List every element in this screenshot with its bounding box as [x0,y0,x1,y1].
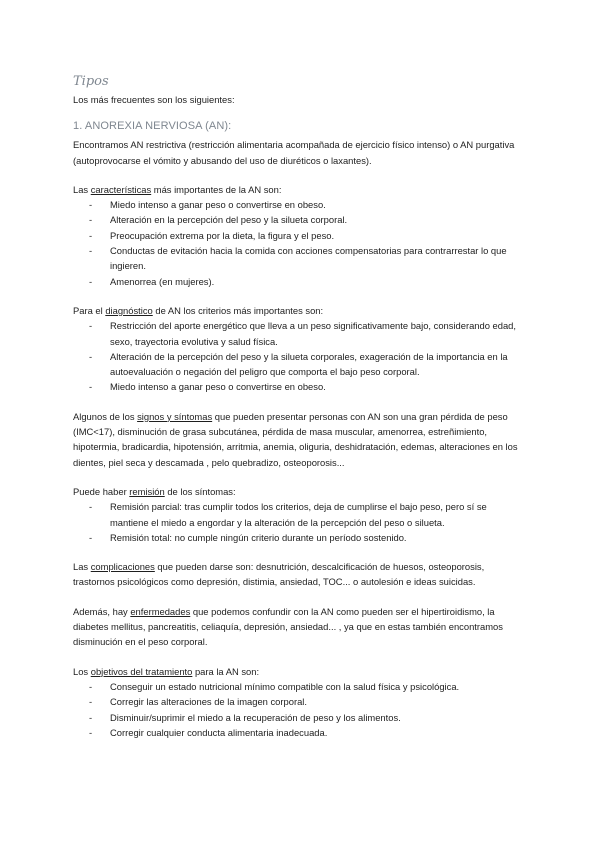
list-item: - Alteración de la percepción del peso y la silueta corporales, exageración de la importancia en la autoevaluación o negación del peligro que comporta el bajo peso corporal. [89,350,508,378]
list-item: - Corregir cualquier conducta alimentaria inadecuada. [89,726,328,738]
list-item: - Miedo intenso a ganar peso o convertirse en obeso. [89,199,326,211]
list-item: - Amenorrea (en mujeres). [89,275,215,287]
objetivos-intro: Los objetivos del tratamiento para la AN son: [73,665,260,677]
enfermedades-link: enfermedades [130,605,191,617]
caracteristicas-list [73,197,521,289]
caracteristicas-intro: Las características más importantes de la AN son: [73,183,282,195]
complicaciones-paragraph: Las complicaciones que pueden darse son: desnutrición, descalcificación de huesos, osteoporosis, trastornos psicológicos como depresión, distimia, ansiedad, TOC... o autolesión e ideas suicidas. [73,561,485,588]
list-item: - Conseguir un estado nutricional mínimo compatible con la salud física y psicológica. [89,680,460,692]
signos-link: signos y síntomas [137,410,213,422]
list-item: - Miedo intenso a ganar peso o convertirse en obeso. [89,381,326,393]
remision-intro: Puede haber remisión de los síntomas: [73,485,236,497]
intro-text: Los más frecuentes son los siguientes: [73,94,235,105]
list-item: - Preocupación extrema por la dieta, la figura y el peso. [89,229,335,241]
enfermedades-paragraph: Además, hay enfermedades que podemos confundir con la AN como pueden ser el hipertiroidismo, la diabetes mellitus, pancreatitis, celiaquía, depresión, ansiedad... , ya que en estas también encontramos disminución en el peso corporal. [73,605,503,648]
objetivos-list [73,679,521,740]
objetivos-link: objetivos del tratamiento [90,665,193,677]
section-paragraph: Encontramos AN restrictiva (restricción alimentaria acompañada de ejercicio físico intenso) o AN purgativa (autoprovocarse el vómito y abusando del uso de diuréticos o laxantes). [73,139,515,166]
complicaciones-link: complicaciones [90,561,155,573]
section-heading-anorexia: 1. ANOREXIA NERVIOSA (AN): [73,120,232,133]
page-title: Tipos [73,74,109,89]
list-item: - Disminuir/suprimir el miedo a la recuperación de peso y los alimentos. [89,711,401,723]
list-item: - Corregir las alteraciones de la imagen corporal. [89,696,307,708]
document-body [73,74,521,740]
list-item: - Remisión parcial: tras cumplir todos los criterios, deja de cumplirse el bajo peso, pero sí se mantiene el miedo a engordar y la alteración de la percepción del peso o silueta. [89,501,487,528]
diagnostico-link: diagnóstico [105,304,153,316]
list-item: - Remisión total: no cumple ningún criterio durante un período sostenido. [89,531,407,543]
remision-list [73,499,521,545]
list-item: - Restricción del aporte energético que lleva a un peso significativamente bajo, considerando edad, sexo, trayectoria evolutiva y salud física. [89,320,516,347]
caracteristicas-link: características [90,183,152,195]
remision-link: remisión [129,485,165,497]
diagnostico-list [73,318,521,394]
signos-paragraph: Algunos de los signos y síntomas que pueden presentar personas con AN son una gran pérdida de peso (IMC<17), disminución de grasa subcutánea, pérdida de masa muscular, amenorrea, estreñimiento, hipotermia, bradicardia, hipotensión, arritmia, anemia, oliguria, deshidratación, edemas, alteraciones en los dientes, piel seca y descamada , pelo quebradizo, osteoporosis... [73,410,518,468]
list-item: - Conductas de evitación hacia la comida con acciones compensatorias para contrarrestar lo que ingieren. [89,245,507,272]
diagnostico-intro: Para el diagnóstico de AN los criterios más importantes son: [73,304,324,316]
list-item: - Alteración en la percepción del peso y la silueta corporal. [89,214,348,226]
